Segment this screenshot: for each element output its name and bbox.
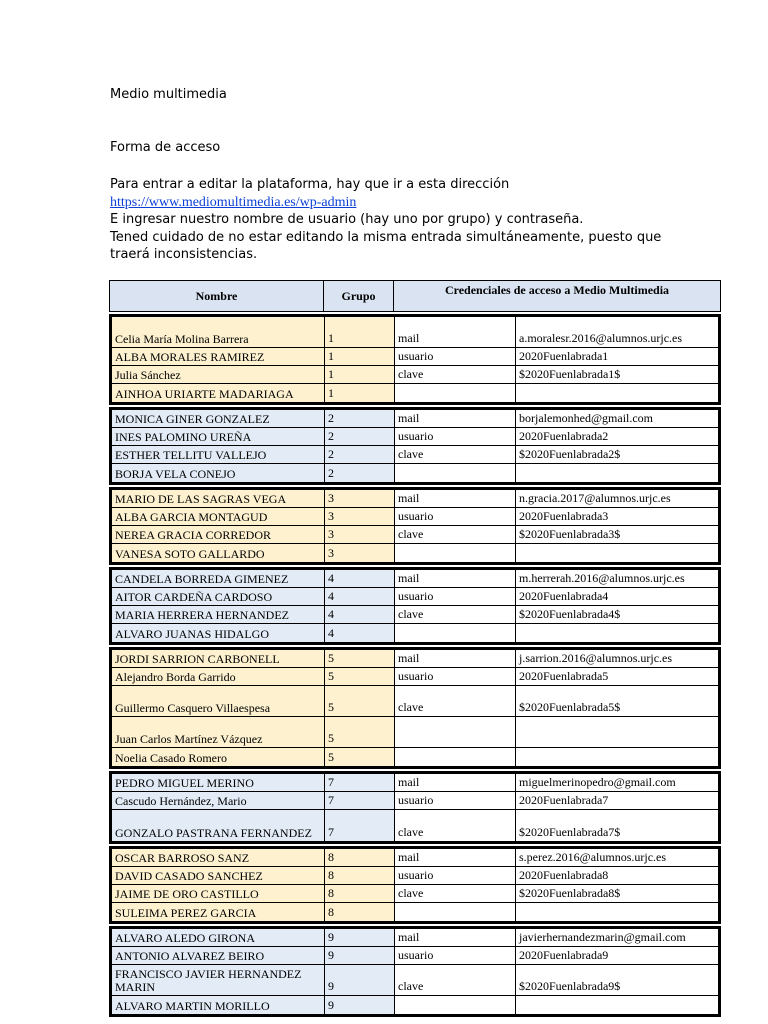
cell-nombre-text: INES PALOMINO UREÑA <box>115 430 252 444</box>
cell-grupo <box>325 774 395 791</box>
cell-nombre <box>112 544 325 562</box>
cell-nombre <box>112 996 325 1014</box>
cell-grupo-text: 7 <box>328 825 334 839</box>
cell-grupo <box>325 996 395 1014</box>
table-row <box>112 570 718 588</box>
cell-campo <box>395 774 516 791</box>
cell-grupo-text: 8 <box>328 850 334 864</box>
cell-campo <box>395 885 516 902</box>
cell-grupo <box>325 810 395 841</box>
cell-nombre <box>112 490 325 507</box>
cell-nombre-text: ALVARO JUANAS HIDALGO <box>115 627 270 641</box>
cell-grupo-text: 9 <box>328 948 334 962</box>
cell-nombre-text: Noelia Casado Romero <box>115 751 227 765</box>
instruction-line-1: Para entrar a editar la plataforma, hay que ir a esta dirección <box>110 177 510 192</box>
cell-valor-text: 2020Fuenlabrada1 <box>519 349 609 363</box>
cell-valor-text: 2020Fuenlabrada9 <box>519 948 609 962</box>
cell-campo <box>395 508 516 525</box>
cell-grupo <box>325 929 395 946</box>
cell-grupo-text: 3 <box>328 546 334 560</box>
cell-nombre <box>112 570 325 587</box>
group-block <box>109 647 721 769</box>
cell-grupo-text: 5 <box>328 651 334 665</box>
cell-campo-text: clave <box>398 886 424 900</box>
cell-valor-text: m.herrerah.2016@alumnos.urjc.es <box>519 571 685 585</box>
cell-grupo <box>325 650 395 667</box>
cell-nombre <box>112 792 325 809</box>
cell-grupo <box>325 965 395 995</box>
cell-nombre <box>112 947 325 964</box>
table-row <box>112 929 718 947</box>
cell-valor-text: 2020Fuenlabrada4 <box>519 589 609 603</box>
cell-campo-text: mail <box>398 331 420 345</box>
cell-campo <box>395 348 516 365</box>
cell-campo-text: mail <box>398 930 420 944</box>
cell-nombre <box>112 588 325 605</box>
table-row <box>112 317 718 348</box>
table-row <box>112 947 718 965</box>
cell-campo-text: clave <box>398 979 424 993</box>
cell-valor <box>516 668 718 685</box>
cell-grupo <box>325 748 395 766</box>
cell-campo <box>395 317 516 347</box>
cell-grupo <box>325 668 395 685</box>
table-row <box>112 348 718 366</box>
cell-nombre <box>112 526 325 543</box>
cell-nombre <box>112 668 325 685</box>
cell-campo-text: usuario <box>398 793 434 807</box>
cell-campo <box>395 748 516 766</box>
cell-valor-text: 2020Fuenlabrada7 <box>519 793 609 807</box>
cell-grupo <box>325 428 395 445</box>
cell-grupo <box>325 947 395 964</box>
cell-nombre <box>112 446 325 463</box>
cell-nombre-text: OSCAR BARROSO SANZ <box>115 851 250 865</box>
cell-grupo <box>325 624 395 642</box>
table-row <box>112 774 718 792</box>
table-row <box>112 526 718 544</box>
cell-nombre <box>112 464 325 482</box>
cell-campo <box>395 446 516 463</box>
cell-grupo <box>325 410 395 427</box>
cell-campo-text: clave <box>398 367 424 381</box>
cell-valor-text: 2020Fuenlabrada2 <box>519 429 609 443</box>
cell-nombre-text: Juan Carlos Martínez Vázquez <box>115 732 263 746</box>
cell-campo <box>395 588 516 605</box>
cell-grupo-text: 2 <box>328 447 334 461</box>
cell-nombre <box>112 810 325 841</box>
cell-valor <box>516 490 718 507</box>
cell-grupo-text: 3 <box>328 491 334 505</box>
header-credenciales: Credenciales de acceso a Medio Multimedia <box>444 283 670 297</box>
cell-nombre-text: CANDELA BORREDA GIMENEZ <box>115 572 289 586</box>
table-body <box>109 314 721 1017</box>
cell-campo-text: usuario <box>398 349 434 363</box>
cell-campo-text: usuario <box>398 589 434 603</box>
cell-grupo <box>325 867 395 884</box>
cell-grupo-text: 4 <box>328 626 334 640</box>
cell-campo-text: clave <box>398 447 424 461</box>
cell-grupo-text: 5 <box>328 700 334 714</box>
cell-nombre-text: SULEIMA PEREZ GARCIA <box>115 906 257 920</box>
cell-grupo <box>325 885 395 902</box>
cell-nombre <box>112 384 325 402</box>
table-row <box>112 996 718 1014</box>
cell-nombre <box>112 317 325 347</box>
cell-valor <box>516 464 718 482</box>
table-row <box>112 885 718 903</box>
cell-campo <box>395 410 516 427</box>
group-block <box>109 407 721 485</box>
cell-valor <box>516 903 718 921</box>
cell-grupo-text: 4 <box>328 571 334 585</box>
cell-grupo <box>325 570 395 587</box>
cell-valor-text: miguelmerinopedro@gmail.com <box>519 775 676 789</box>
cell-campo <box>395 810 516 841</box>
cell-grupo-text: 2 <box>328 466 334 480</box>
cell-campo-text: usuario <box>398 509 434 523</box>
cell-nombre <box>112 606 325 623</box>
cell-grupo-text: 1 <box>328 349 334 363</box>
cell-valor <box>516 570 718 587</box>
cell-campo-text: clave <box>398 607 424 621</box>
cell-grupo-text: 9 <box>328 979 334 993</box>
cell-campo <box>395 624 516 642</box>
instruction-line-4: traerá inconsistencias. <box>110 247 258 262</box>
cell-nombre-text: AITOR CARDEÑA CARDOSO <box>115 590 273 604</box>
table-row <box>112 748 718 766</box>
cell-nombre <box>112 774 325 791</box>
cell-grupo <box>325 686 395 716</box>
cell-valor <box>516 929 718 946</box>
cell-valor-text: j.sarrion.2016@alumnos.urjc.es <box>519 651 673 665</box>
cell-grupo-text: 8 <box>328 886 334 900</box>
cell-campo <box>395 526 516 543</box>
cell-valor <box>516 867 718 884</box>
cell-campo-text: clave <box>398 825 424 839</box>
cell-campo-text: usuario <box>398 429 434 443</box>
group-block <box>109 771 721 844</box>
cell-nombre-text: GONZALO PASTRANA FERNANDEZ <box>115 826 312 840</box>
cell-valor <box>516 717 718 747</box>
cell-nombre <box>112 650 325 667</box>
table-row <box>112 668 718 686</box>
cell-campo <box>395 965 516 995</box>
cell-campo-text: mail <box>398 491 420 505</box>
table-row <box>112 366 718 384</box>
cell-campo-text: mail <box>398 775 420 789</box>
cell-valor-text: n.gracia.2017@alumnos.urjc.es <box>519 491 671 505</box>
cell-valor <box>516 508 718 525</box>
group-block <box>109 926 721 1017</box>
cell-grupo <box>325 348 395 365</box>
cell-nombre <box>112 686 325 716</box>
cell-valor <box>516 947 718 964</box>
page-title: Medio multimedia <box>110 87 227 102</box>
cell-grupo-text: 7 <box>328 793 334 807</box>
cell-campo <box>395 849 516 866</box>
cell-nombre <box>112 366 325 383</box>
cell-grupo <box>325 384 395 402</box>
cell-nombre-text: Julia Sánchez <box>115 368 181 382</box>
cell-nombre-text: MONICA GINER GONZALEZ <box>115 412 270 426</box>
cell-nombre <box>112 508 325 525</box>
cell-nombre-text: ESTHER TELLITU VALLEJO <box>115 448 267 462</box>
cell-grupo-text: 2 <box>328 429 334 443</box>
cell-grupo-text: 5 <box>328 669 334 683</box>
group-block <box>109 567 721 645</box>
cell-campo <box>395 929 516 946</box>
cell-grupo <box>325 508 395 525</box>
cell-grupo-text: 5 <box>328 750 334 764</box>
cell-nombre-text: NEREA GRACIA CORREDOR <box>115 528 272 542</box>
instructions <box>110 176 661 264</box>
table-row <box>112 544 718 562</box>
table-row <box>112 464 718 482</box>
instruction-line-3: Tened cuidado de no estar editando la misma entrada simultáneamente, puesto que <box>110 229 662 245</box>
cell-valor-text: s.perez.2016@alumnos.urjc.es <box>519 850 667 864</box>
table-row <box>112 446 718 464</box>
cell-valor <box>516 965 718 995</box>
header-nombre: Nombre <box>110 281 324 311</box>
cell-valor-text: a.moralesr.2016@alumnos.urjc.es <box>519 331 683 345</box>
cell-nombre-text: MARIO DE LAS SAGRAS VEGA <box>115 492 287 506</box>
cell-valor-text: $2020Fuenlabrada7$ <box>519 825 621 839</box>
cell-nombre <box>112 849 325 866</box>
cell-campo <box>395 792 516 809</box>
cell-nombre-text: MARIA HERRERA HERNANDEZ <box>115 608 290 622</box>
cell-nombre-text: ALVARO ALEDO GIRONA <box>115 931 256 945</box>
cell-nombre <box>112 903 325 921</box>
cell-campo <box>395 686 516 716</box>
cell-valor <box>516 996 718 1014</box>
cell-valor <box>516 849 718 866</box>
cell-valor <box>516 544 718 562</box>
cell-nombre-text: JORDI SARRION CARBONELL <box>115 652 280 666</box>
cell-campo-text: usuario <box>398 669 434 683</box>
cell-grupo-text: 3 <box>328 509 334 523</box>
cell-grupo-text: 7 <box>328 775 334 789</box>
cell-valor <box>516 588 718 605</box>
table-row <box>112 650 718 668</box>
cell-campo <box>395 544 516 562</box>
cell-grupo <box>325 526 395 543</box>
cell-grupo <box>325 317 395 347</box>
cell-valor <box>516 348 718 365</box>
cell-valor <box>516 624 718 642</box>
cell-grupo <box>325 366 395 383</box>
cell-valor <box>516 526 718 543</box>
cell-valor <box>516 428 718 445</box>
cell-campo-text: usuario <box>398 948 434 962</box>
cell-campo <box>395 490 516 507</box>
cell-valor-text: javierhernandezmarin@gmail.com <box>519 930 686 944</box>
cell-campo-text: mail <box>398 651 420 665</box>
cell-nombre-text: AINHOA URIARTE MADARIAGA <box>115 387 294 401</box>
cell-campo-text: mail <box>398 571 420 585</box>
table-row <box>112 717 718 748</box>
cell-campo-text: mail <box>398 850 420 864</box>
cell-valor <box>516 885 718 902</box>
cell-nombre-text: Cascudo Hernández, Mario <box>115 794 247 808</box>
cell-nombre-text: ANTONIO ALVAREZ BEIRO <box>115 949 265 963</box>
cell-valor-text: $2020Fuenlabrada3$ <box>519 527 621 541</box>
cell-valor-text: $2020Fuenlabrada4$ <box>519 607 621 621</box>
cell-campo <box>395 570 516 587</box>
cell-nombre-text: PEDRO MIGUEL MERINO <box>115 776 254 790</box>
cell-grupo-text: 2 <box>328 411 334 425</box>
cell-valor-text: $2020Fuenlabrada8$ <box>519 886 621 900</box>
cell-nombre <box>112 717 325 747</box>
credentials-table <box>109 280 721 1017</box>
cell-nombre <box>112 748 325 766</box>
cell-valor-text: $2020Fuenlabrada2$ <box>519 447 621 461</box>
cell-valor-text: $2020Fuenlabrada5$ <box>519 700 621 714</box>
cell-grupo-text: 4 <box>328 607 334 621</box>
cell-nombre <box>112 624 325 642</box>
cell-valor <box>516 446 718 463</box>
cell-campo <box>395 996 516 1014</box>
cell-grupo-text: 9 <box>328 998 334 1012</box>
cell-grupo <box>325 717 395 747</box>
table-row <box>112 686 718 717</box>
cell-grupo-text: 4 <box>328 589 334 603</box>
cell-nombre-text: Guillermo Casquero Villaespesa <box>115 701 271 715</box>
cell-nombre <box>112 965 325 995</box>
cell-grupo-text: 8 <box>328 905 334 919</box>
table-row <box>112 624 718 642</box>
table-row <box>112 384 718 402</box>
cell-campo <box>395 717 516 747</box>
cell-grupo-text: 8 <box>328 868 334 882</box>
cell-valor <box>516 317 718 347</box>
table-row <box>112 588 718 606</box>
cell-nombre-text: FRANCISCO JAVIER HERNANDEZ MARIN <box>115 967 302 994</box>
cell-campo <box>395 606 516 623</box>
cell-valor-text: borjalemonhed@gmail.com <box>519 411 654 425</box>
admin-link[interactable]: https://www.mediomultimedia.es/wp-admin <box>110 194 357 210</box>
cell-campo <box>395 903 516 921</box>
cell-campo-text: usuario <box>398 868 434 882</box>
cell-grupo <box>325 446 395 463</box>
cell-valor-text: 2020Fuenlabrada8 <box>519 868 609 882</box>
cell-valor-text: 2020Fuenlabrada5 <box>519 669 609 683</box>
cell-grupo <box>325 606 395 623</box>
table-row <box>112 849 718 867</box>
cell-grupo <box>325 588 395 605</box>
cell-nombre <box>112 348 325 365</box>
section-subtitle: Forma de acceso <box>110 140 221 155</box>
cell-grupo <box>325 792 395 809</box>
cell-grupo <box>325 544 395 562</box>
cell-grupo-text: 3 <box>328 527 334 541</box>
cell-valor <box>516 792 718 809</box>
cell-valor <box>516 366 718 383</box>
cell-valor-text: $2020Fuenlabrada9$ <box>519 979 621 993</box>
group-block <box>109 487 721 565</box>
cell-nombre-text: ALBA MORALES RAMIREZ <box>115 350 265 364</box>
group-block <box>109 846 721 924</box>
cell-nombre <box>112 929 325 946</box>
cell-nombre <box>112 885 325 902</box>
cell-campo <box>395 464 516 482</box>
table-row <box>112 903 718 921</box>
cell-nombre-text: ALVARO MARTIN MORILLO <box>115 999 270 1013</box>
cell-valor <box>516 384 718 402</box>
cell-campo-text: clave <box>398 527 424 541</box>
cell-campo <box>395 867 516 884</box>
table-row <box>112 965 718 996</box>
cell-valor <box>516 774 718 791</box>
table-row <box>112 606 718 624</box>
table-row <box>112 410 718 428</box>
cell-campo <box>395 366 516 383</box>
cell-grupo-text: 5 <box>328 731 334 745</box>
cell-grupo <box>325 464 395 482</box>
cell-grupo <box>325 903 395 921</box>
cell-grupo-text: 1 <box>328 367 334 381</box>
table-row <box>112 810 718 841</box>
cell-nombre-text: BORJA VELA CONEJO <box>115 467 236 481</box>
cell-valor <box>516 686 718 716</box>
cell-valor <box>516 410 718 427</box>
cell-grupo-text: 1 <box>328 331 334 345</box>
cell-campo-text: mail <box>398 411 420 425</box>
header-grupo: Grupo <box>324 281 394 311</box>
cell-valor <box>516 748 718 766</box>
table-header <box>109 280 721 312</box>
table-row <box>112 508 718 526</box>
cell-campo <box>395 668 516 685</box>
cell-grupo-text: 1 <box>328 386 334 400</box>
instruction-line-2: E ingresar nuestro nombre de usuario (hay uno por grupo) y contraseña. <box>110 212 584 227</box>
cell-campo <box>395 384 516 402</box>
cell-nombre-text: VANESA SOTO GALLARDO <box>115 547 265 561</box>
cell-nombre-text: Alejandro Borda Garrido <box>115 670 236 684</box>
cell-grupo <box>325 490 395 507</box>
cell-nombre-text: ALBA GARCIA MONTAGUD <box>115 510 268 524</box>
table-row <box>112 867 718 885</box>
cell-valor <box>516 810 718 841</box>
cell-campo <box>395 650 516 667</box>
cell-campo <box>395 947 516 964</box>
cell-grupo <box>325 849 395 866</box>
cell-valor-text: $2020Fuenlabrada1$ <box>519 367 621 381</box>
table-row <box>112 490 718 508</box>
group-block <box>109 314 721 405</box>
cell-nombre-text: DAVID CASADO SANCHEZ <box>115 869 263 883</box>
cell-nombre <box>112 410 325 427</box>
cell-campo-text: clave <box>398 700 424 714</box>
cell-valor <box>516 606 718 623</box>
cell-nombre-text: Celia María Molina Barrera <box>115 332 249 346</box>
cell-valor-text: 2020Fuenlabrada3 <box>519 509 609 523</box>
cell-nombre <box>112 867 325 884</box>
table-row <box>112 428 718 446</box>
cell-nombre <box>112 428 325 445</box>
cell-nombre-text: JAIME DE ORO CASTILLO <box>115 887 259 901</box>
cell-campo <box>395 428 516 445</box>
table-row <box>112 792 718 810</box>
cell-grupo-text: 9 <box>328 930 334 944</box>
cell-valor <box>516 650 718 667</box>
